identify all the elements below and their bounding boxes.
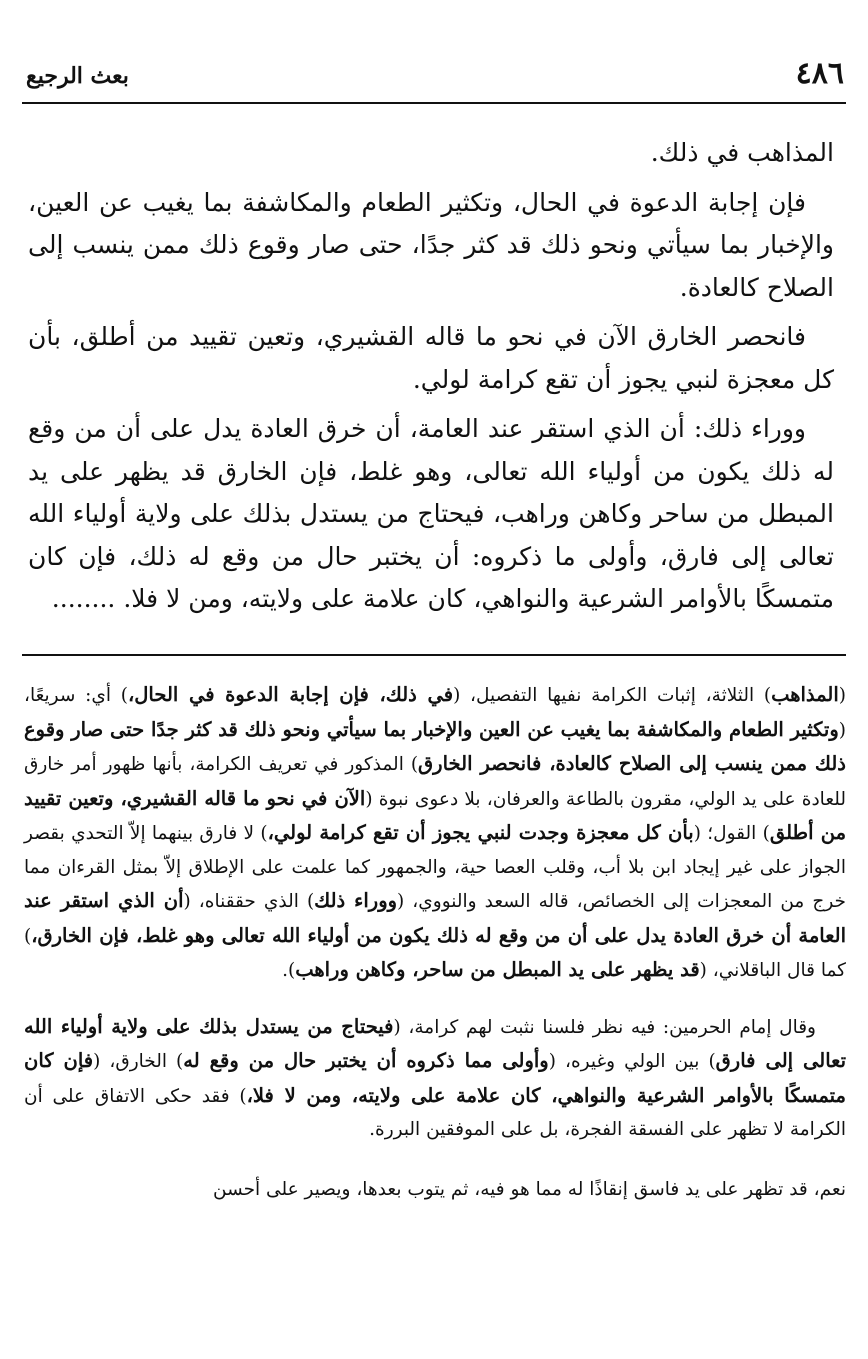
commentary-paragraph-1: (المذاهب) الثلاثة، إثبات الكرامة نفيها التفصيل، (في ذلك، فإن إجابة الدعوة في الحال،) أي: سريعًا، (وتكثير الطعام والمكاشفة بما يغيب عن العين والإخبار بما سيأتي ونحو ذلك قد كثر جدًا حتى صار وقوع ذلك ممن ينسب إلى الصلاح كالعادة، فانحصر الخارق) المذكور في تعريف الكرامة، بأنها ظهور أمر خارق للعادة على يد الولي، مقرون بالطاعة والعرفان، بلا دعوى نبوة (الآن في نحو ما قاله القشيري، وتعين تقييد من أطلق) القول؛ (بأن كل معجزة وجدت لنبي يجوز أن تقع كرامة لولي،) لا فارق بينهما إلاّ التحدي بقصر الجواز على غير إيجاد ابن بلا أب، وقلب العصا حية، والجمهور كما علمت على الإطلاق إلاّ بمثل القرءان مما خرج من المعجزات إلى الخصائص، قاله السعد والنووي، (ووراء ذلك) الذي حققناه، (أن الذي استقر عند العامة أن خرق العادة يدل على أن من وقع له ذلك يكون من أولياء الله تعالى وهو غلط، فإن الخارق،) كما قال الباقلاني، (قد يظهر على يد المبطل من ساحر، وكاهن وراهب). — [24, 683, 847, 981]
main-paragraph-4: ووراء ذلك: أن الذي استقر عند العامة، أن خرق العادة يدل على أن من وقع له ذلك يكون من أولياء الله تعالى، وهو غلط، فإن الخارق قد يظهر على يد المبطل من ساحر وكاهن وراهب، فيحتاج من يستدل بذلك على ولاية أولياء الله تعالى إلى فارق، وأولى ما ذكروه: أن يختبر حال من وقع له ذلك، فإن كان متمسكًا بالأوامر الشرعية والنواهي، كان علامة على ولايته، ومن لا فلا. ........ — [28, 414, 834, 613]
quoted-text: قد يظهر على يد المبطل من ساحر، وكاهن وراهب — [295, 958, 700, 981]
commentary-text: ). — [282, 960, 296, 981]
quoted-text: في ذلك، فإن إجابة الدعوة في الحال، — [127, 683, 454, 706]
commentary — [24, 678, 846, 1206]
commentary-text: ) الثلاثة، إثبات الكرامة نفيها التفصيل، ( — [453, 685, 772, 706]
quoted-text: وأولى مما ذكروه أن يختبر حال من وقع له — [183, 1049, 549, 1072]
commentary-text: ) المذكور في تعريف الكرامة، بأنها ظهور أمر خارق للعادة على يد الولي، مقرون بالطاعة والعرفان، بلا دعوى نبوة ( — [24, 754, 847, 810]
footnote-separator — [22, 654, 846, 656]
main-paragraph-2: فإن إجابة الدعوة في الحال، وتكثير الطعام والمكاشفة بما يغيب عن العين، والإخبار بما سيأتي ونحو ذلك قد كثر جدًا، حتى صار وقوع ذلك ممن ينسب إلى الصلاح كالعادة. — [28, 187, 834, 302]
commentary-text: ) فقد حكى الاتفاق على أن الكرامة لا تظهر على الفسقة الفجرة، بل على الموفقين البررة. — [24, 1085, 846, 1140]
commentary-text: ) الخارق، ( — [93, 1051, 184, 1072]
commentary-text: ) لا فارق بينهما إلاّ التحدي بقصر الجواز على غير إيجاد ابن بلا أب، وقلب العصا حية، والجمهور كما علمت على الإطلاق إلاّ بمثل القرءان مما خرج من المعجزات إلى الخصائص، قاله السعد والنووي، ( — [24, 823, 846, 912]
commentary-text: ) الذي حققناه، ( — [183, 891, 315, 912]
quoted-text: أن الذي استقر عند العامة أن خرق العادة يدل على أن من وقع له ذلك يكون من أولياء الله تعالى وهو غلط، فإن الخارق، — [24, 889, 846, 947]
quoted-text: فيحتاج من يستدل بذلك على ولاية أولياء الله تعالى إلى فارق — [24, 1014, 846, 1072]
quoted-text: بأن كل معجزة وجدت لنبي يجوز أن تقع كرامة لولي، — [267, 821, 694, 844]
quoted-text: المذاهب — [771, 683, 839, 706]
main-text — [28, 132, 834, 621]
running-title: بعث الرجيع — [26, 63, 129, 89]
quoted-text: وتكثير الطعام والمكاشفة بما يغيب عن العين والإخبار بما سيأتي ونحو ذلك قد كثر جدًا حتى صار وقوع ذلك ممن ينسب إلى الصلاح كالعادة، فانحصر الخارق — [24, 717, 846, 775]
commentary-paragraph-3: نعم، قد تظهر على يد فاسق إنقاذًا له مما هو فيه، ثم يتوب بعدها، ويصير على أحسن — [213, 1178, 846, 1200]
quoted-text: فإن كان متمسكًا بالأوامر الشرعية والنواهي، كان علامة على ولايته، ومن لا فلا، — [24, 1049, 846, 1107]
quoted-text: الآن في نحو ما قاله القشيري، وتعين تقييد من أطلق — [24, 786, 847, 844]
commentary-text: ) بين الولي وغيره، ( — [548, 1051, 716, 1072]
page-number: ٤٨٦ — [795, 56, 844, 91]
commentary-text: ) كما قال الباقلاني، ( — [24, 925, 846, 981]
quoted-text: ووراء ذلك — [314, 889, 398, 912]
commentary-text: وقال إمام الحرمين: فيه نظر فلسنا نثبت لهم كرامة، ( — [393, 1016, 816, 1038]
main-paragraph-3: فانحصر الخارق الآن في نحو ما قاله القشيري، وتعين تقييد من أطلق، بأن كل معجزة لنبي يجوز أن تقع كرامة لولي. — [28, 322, 834, 394]
main-paragraph-1: المذاهب في ذلك. — [650, 138, 834, 167]
commentary-paragraph-2 — [24, 1010, 846, 1147]
commentary-text: ) القول؛ ( — [693, 823, 770, 844]
commentary-text: ) أي: سريعًا، ( — [24, 685, 846, 741]
page-header — [22, 54, 846, 104]
